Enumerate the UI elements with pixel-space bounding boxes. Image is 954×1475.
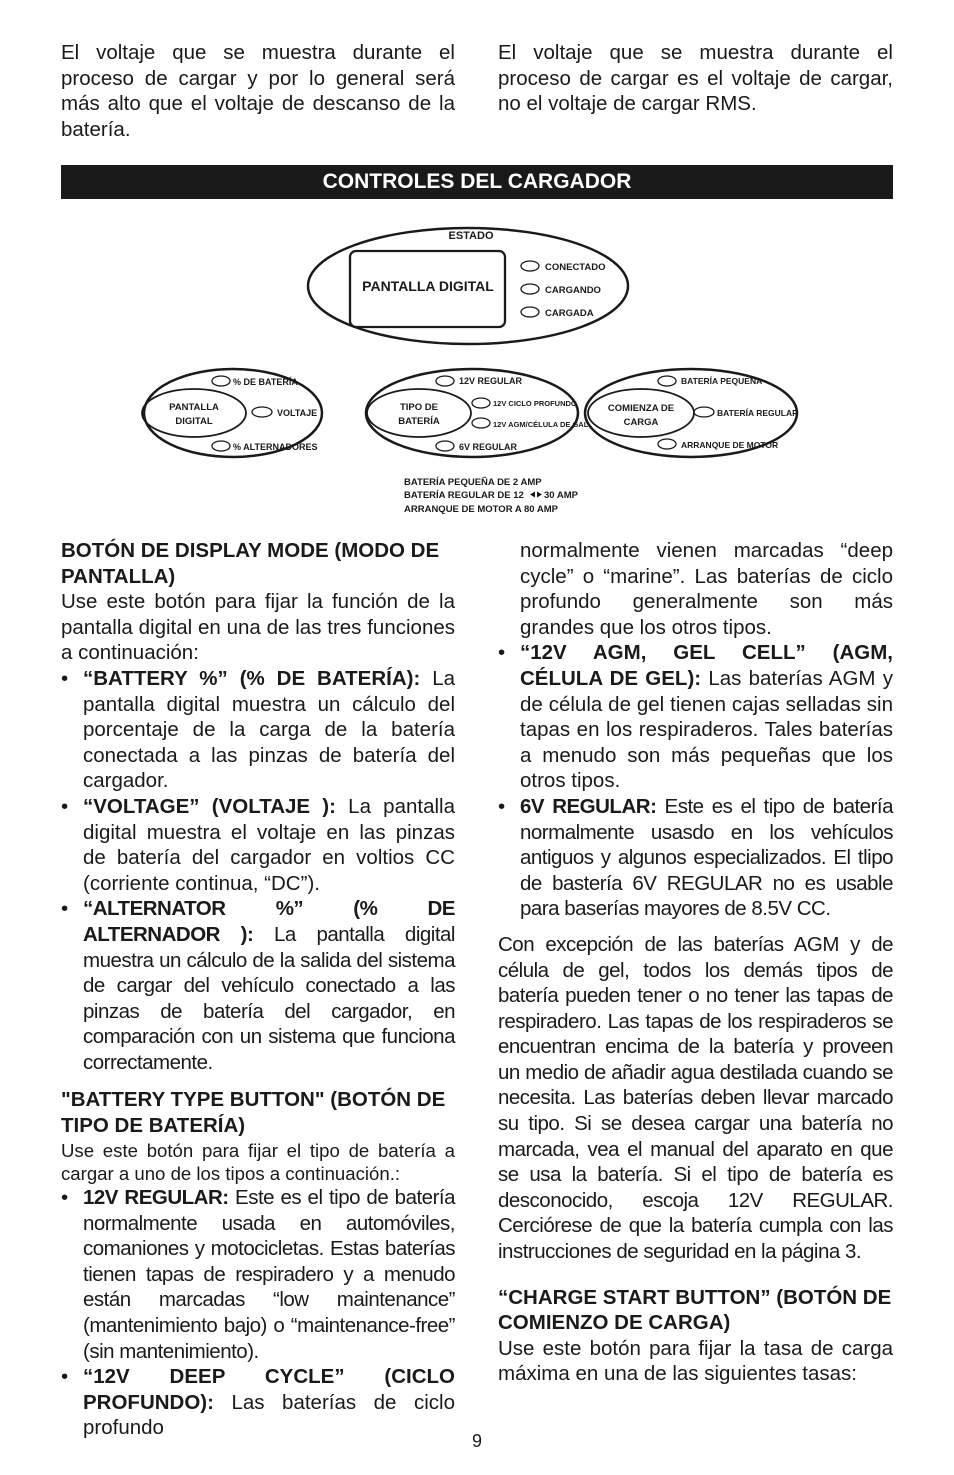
rate-regular: BATERÍA REGULAR DE 12 — [404, 490, 524, 501]
banner-title: CONTROLES DEL CARGADOR — [322, 170, 632, 193]
led-12v-agm-icon — [472, 418, 490, 428]
rate-engine-start: ARRANQUE DE MOTOR A 80 AMP — [404, 504, 558, 515]
display-mode-button-label-2: DIGITAL — [175, 416, 213, 427]
led-12v-regular-icon — [436, 376, 454, 386]
charge-start-button-label-2: CARGA — [623, 417, 659, 428]
heading-charge-start: “CHARGE START BUTTON” (BOTÓN DE COMIENZO DE CARGA) — [498, 1285, 892, 1335]
status-title: ESTADO — [448, 230, 494, 242]
led-small-battery-icon — [658, 376, 676, 386]
item-head: “12V AGM, GEL CELL” (AGM, CÉLULA DE GEL): — [520, 641, 893, 690]
list-item — [61, 666, 455, 794]
led-voltage-icon — [252, 407, 272, 417]
vent-caps-paragraph: Con excepción de las baterías AGM y de célula de gel, todos los demás tipos de batería pueden tener o no tener las tapas de respiradero. Las tapas de los respiraderos se encuentran encima de la batería y proveen un medio de añadir agua destilada cuando se necesita. Las baterías deben llevar marcado su tipo. Si se desea cargar una batería no marcada, vea el manual del aparato en que se usa la batería. Si el tipo de batería es desconocido, escoja 12V REGULAR. Cerciórese de que la batería cumpla con las instrucciones de seguridad en la página 3. — [498, 932, 893, 1264]
led-battery-percent-icon — [212, 376, 230, 386]
item-head: “ALTERNATOR %” (% DE ALTERNADOR ): — [83, 897, 455, 946]
display-mode-intro: Use este botón para fijar la función de la pantalla digital en una de las tres funciones a continuación: — [61, 590, 455, 665]
option-6v-regular: 6V REGULAR — [459, 442, 518, 452]
list-item — [61, 1185, 455, 1364]
item-text: Las baterías AGM y de célula de gel tienen cajas selladas sin tapas en los respiraderos. Tales baterías a menudo son más pequeñas que los otros tipos. — [520, 666, 893, 793]
left-column — [61, 538, 455, 1441]
list-item — [61, 896, 455, 1075]
right-column — [498, 538, 893, 1387]
intro-left: El voltaje que se muestra durante el proceso de cargar y por lo general será más alto que el voltaje de descanso de la batería. — [61, 41, 455, 141]
intro-right: El voltaje que se muestra durante el proceso de cargar es el voltaje de cargar, no el voltaje de cargar RMS. — [498, 41, 893, 116]
control-panel-diagram — [0, 215, 954, 525]
list-item — [61, 794, 455, 896]
led-label-connected: CONECTADO — [545, 262, 606, 273]
option-voltage: VOLTAJE — [277, 408, 318, 418]
option-engine-start: ARRANQUE DE MOTOR — [681, 440, 779, 450]
list-item — [61, 1364, 455, 1441]
battery-type-intro: Use este botón para fijar el tipo de batería a cargar a uno de los tipos a continuación.: — [61, 1139, 455, 1184]
battery-type-list-continued — [498, 640, 893, 922]
item-text: Este es el tipo de batería normalmente usada en automóviles, comaniones y motocicletas. Estas baterías tienen tapas de respiradero y a menudo están marcadas “low maintenance” (mantenimiento bajo) o “maintenance-free” (sin mantenimiento). — [83, 1186, 455, 1363]
item-text: Las baterías de ciclo profundo — [83, 1390, 455, 1440]
list-item — [498, 640, 893, 794]
item-text: La pantalla digital muestra un cálculo del porcentaje de la carga de la batería conectada a las pinzas de batería del cargador. — [83, 666, 456, 793]
digital-display-label: PANTALLA DIGITAL — [362, 278, 494, 294]
led-connected-icon — [521, 261, 539, 271]
option-12v-agm: 12V AGM/CÉLULA DE GAL — [493, 420, 589, 429]
item-head: “12V DEEP CYCLE” (CICLO PROFUNDO): — [83, 1365, 455, 1414]
deep-cycle-continued: normalmente vienen marcadas “deep cycle” o “marine”. Las baterías de ciclo profundo generalmente son más grandes que los otros tipos. — [520, 539, 893, 639]
item-head: 12V REGULAR: — [83, 1186, 229, 1210]
led-engine-start-icon — [658, 439, 676, 449]
option-small-battery: BATERÍA PEQUEÑA — [681, 376, 763, 386]
battery-type-button-label-1: TIPO DE — [399, 402, 439, 413]
rate-regular-max: 30 AMP — [544, 490, 578, 501]
page-number: 9 — [471, 1431, 482, 1451]
item-text: La pantalla digital muestra un cálculo de la salida del sistema de cargar del vehículo conectado a las pinzas de batería del cargador, en comparación con un sistema que funciona correctamente. — [83, 922, 455, 1074]
option-alternator-percent: % ALTERNADORES — [233, 442, 318, 452]
battery-type-button-label-2: BATERÍA — [398, 416, 440, 427]
section-banner — [61, 165, 893, 199]
rate-small: BATERÍA PEQUEÑA DE 2 AMP — [404, 477, 542, 488]
display-mode-list — [61, 666, 455, 1076]
item-text: La pantalla digital muestra el voltaje en las pinzas de batería del cargador en voltios CC (corriente continua, “DC”). — [83, 794, 455, 895]
battery-type-list — [61, 1185, 455, 1441]
led-alternator-icon — [212, 441, 230, 451]
led-charging-icon — [521, 284, 539, 294]
list-item — [498, 794, 893, 922]
battery-type-button[interactable] — [367, 389, 471, 437]
led-12v-deep-cycle-icon — [472, 398, 490, 408]
led-label-charged: CARGADA — [545, 308, 594, 319]
display-mode-button[interactable] — [142, 389, 246, 437]
charge-start-button-label-1: COMIENZA DE — [607, 403, 675, 414]
led-charged-icon — [521, 307, 539, 317]
item-head: “BATTERY %” (% DE BATERÍA): — [83, 666, 421, 690]
led-label-charging: CARGANDO — [545, 285, 601, 296]
option-battery-percent: % DE BATERÍA — [233, 377, 298, 387]
led-regular-battery-icon — [694, 407, 714, 417]
option-regular-battery: BATERÍA REGULAR — [717, 408, 799, 418]
heading-battery-type: "BATTERY TYPE BUTTON" (BOTÓN DE TIPO DE BATERÍA) — [61, 1088, 446, 1138]
item-head: 6V REGULAR: — [520, 794, 657, 818]
led-6v-regular-icon — [436, 441, 454, 451]
item-head: “VOLTAGE” (VOLTAJE ): — [83, 794, 336, 818]
charge-start-intro: Use este botón para fijar la tasa de carga máxima en una de las siguientes tasas: — [498, 1336, 893, 1386]
double-arrow-icon — [530, 492, 542, 498]
heading-display-mode: BOTÓN DE DISPLAY MODE (MODO DE PANTALLA) — [61, 539, 440, 588]
display-mode-button-label-1: PANTALLA — [169, 402, 219, 413]
item-text: Este es el tipo de batería normalmente usasdo en los vehículos antiguos y algunos especializados. El tlipo de bastería 6V REGULAR no es usable para baserías mayores de 8.5V CC. — [520, 794, 893, 921]
option-12v-regular: 12V REGULAR — [459, 376, 523, 386]
option-12v-deep-cycle: 12V CICLO PROFUNDO — [493, 399, 577, 408]
